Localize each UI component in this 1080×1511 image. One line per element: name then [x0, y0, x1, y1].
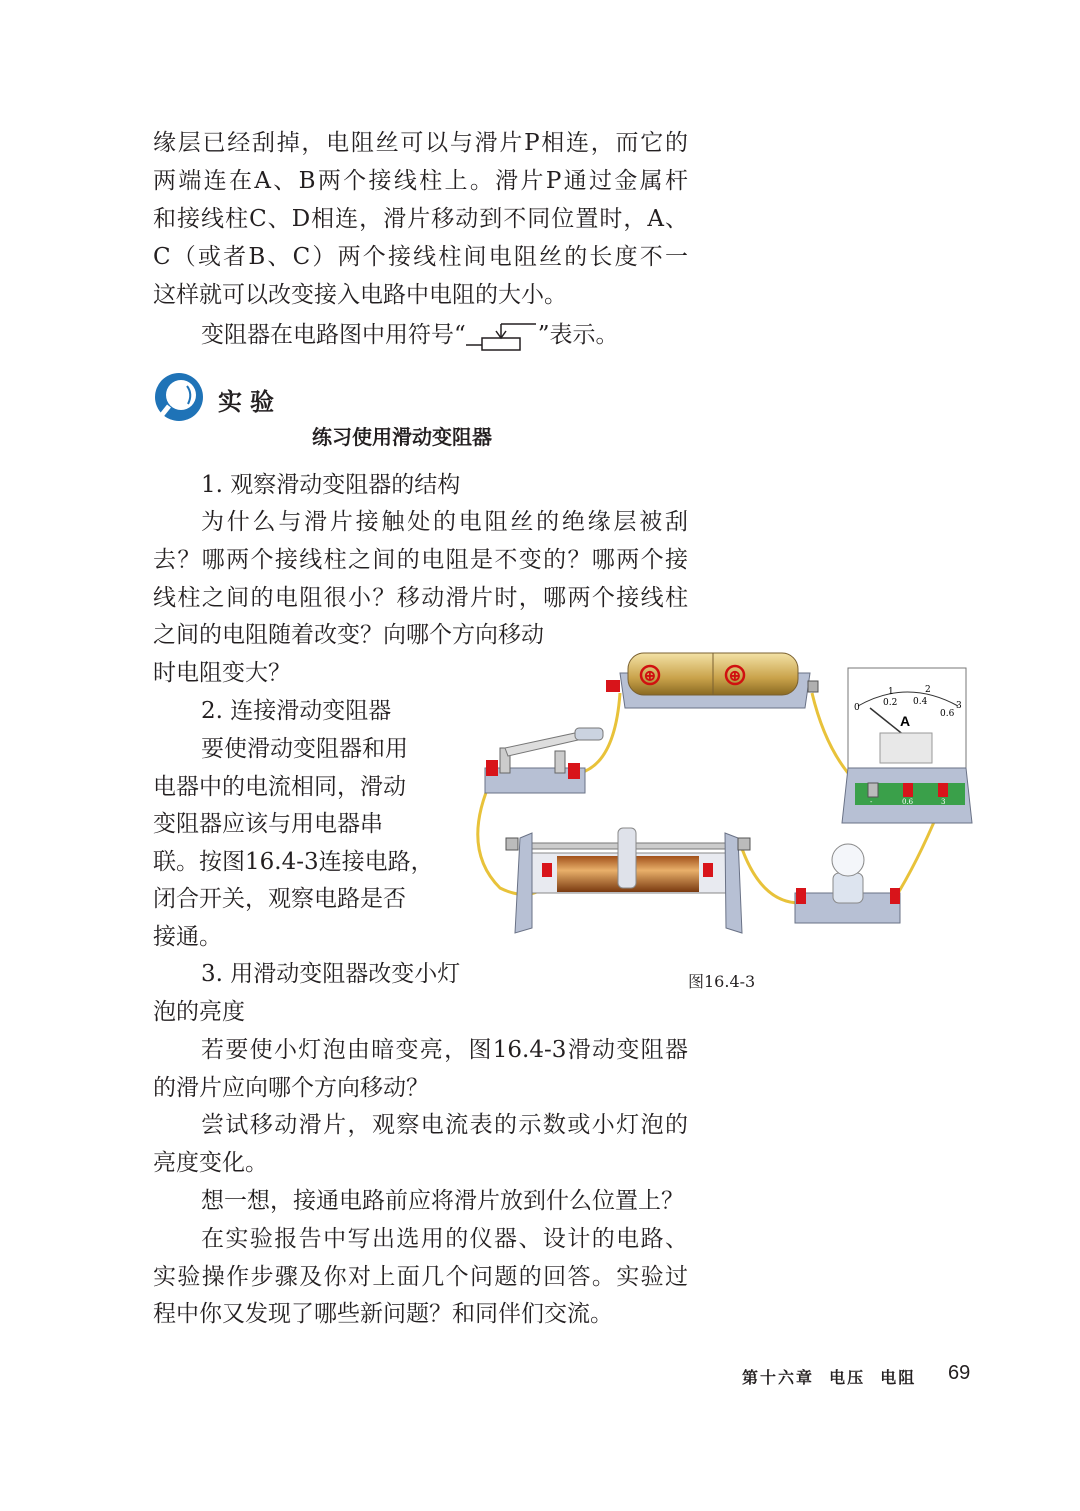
section-title: 实验: [218, 388, 282, 416]
knife-switch: [485, 728, 603, 793]
terminal-label: 3: [941, 798, 946, 806]
text-line: 去？哪两个接线柱之间的电阻是不变的？哪两个接: [153, 547, 688, 573]
text-line: 电器中的电流相同，滑动: [153, 774, 406, 800]
text-line: 这样就可以改变接入电路中电阻的大小。: [153, 282, 567, 308]
text-line: 闭合开关，观察电路是否: [153, 886, 406, 912]
figure-caption: 图16.4-3: [688, 972, 756, 991]
scale-label: 0.2: [883, 698, 898, 708]
text-line: 想一想，接通电路前应将滑片放到什么位置上？: [201, 1188, 684, 1214]
light-bulb: [795, 844, 900, 923]
text-line: 时电阻变大？: [153, 660, 291, 686]
text-line: 实验操作步骤及你对上面几个问题的回答。实验过: [153, 1264, 688, 1290]
text-line: 的滑片应向哪个方向移动？: [153, 1075, 429, 1101]
scale-label: 0.6: [940, 709, 955, 719]
page-number: 69: [948, 1362, 971, 1384]
text-line: 联。按图16.4-3连接电路，: [153, 849, 434, 875]
text-line: 要使滑动变阻器和用: [201, 736, 408, 762]
step-heading: 2. 连接滑动变阻器: [201, 698, 392, 724]
ammeter: [842, 668, 972, 823]
text-before: 变阻器在电路图中用符号“: [201, 322, 466, 348]
sliding-rheostat: [506, 828, 750, 933]
text-line: 程中你又发现了哪些新问题？和同伴们交流。: [153, 1301, 613, 1327]
text-line: C（或者B、C）两个接线柱间电阻丝的长度不一: [153, 244, 688, 270]
battery-plus-mark: ⊕: [643, 666, 657, 685]
symbol-sentence: [201, 320, 688, 351]
text-line: 在实验报告中写出选用的仪器、设计的电路、: [201, 1226, 688, 1252]
step-heading: 3. 用滑动变阻器改变小灯: [201, 961, 461, 987]
scale-label: 1: [888, 687, 894, 697]
text-line: 缘层已经刮掉，电阻丝可以与滑片P相连，而它的: [153, 130, 688, 156]
chapter-footer: 第十六章 电压 电阻: [742, 1368, 917, 1387]
text-line: 亮度变化。: [153, 1150, 268, 1176]
text-line: 为什么与滑片接触处的电阻丝的绝缘层被刮: [201, 509, 688, 535]
magnifier-icon: [153, 372, 205, 424]
text-line: 若要使小灯泡由暗变亮，图16.4-3滑动变阻器: [201, 1037, 688, 1063]
scale-label: 0: [854, 703, 860, 713]
text-line: 接通。: [153, 924, 222, 950]
text-line: 和接线柱C、D相连，滑片移动到不同位置时，A、: [153, 206, 688, 232]
text-line: 两端连在A、B两个接线柱上。滑片P通过金属杆: [153, 168, 688, 194]
scale-label: 3: [956, 701, 962, 711]
text-after: ”表示。: [537, 322, 619, 348]
text-line: 尝试移动滑片，观察电流表的示数或小灯泡的: [201, 1112, 688, 1138]
text-line: 线柱之间的电阻很小？移动滑片时，哪两个接线柱: [153, 585, 688, 611]
terminal-label: 0.6: [902, 798, 914, 806]
experiment-subtitle: 练习使用滑动变阻器: [312, 425, 492, 449]
unit-label: A: [900, 713, 911, 729]
step-heading: 1. 观察滑动变阻器的结构: [201, 472, 461, 498]
text-line: 泡的亮度: [153, 999, 245, 1025]
scale-label: 2: [925, 685, 931, 695]
scale-label: 0.4: [913, 697, 928, 707]
terminal-label: -: [870, 798, 873, 806]
battery-plus-mark: ⊕: [728, 666, 742, 685]
battery-box: [606, 653, 818, 708]
text-line: 之间的电阻随着改变？向哪个方向移动: [153, 622, 544, 648]
circuit-illustration: [470, 648, 980, 938]
text-line: 变阻器应该与用电器串: [153, 811, 383, 837]
rheostat-symbol-icon: [466, 321, 538, 351]
